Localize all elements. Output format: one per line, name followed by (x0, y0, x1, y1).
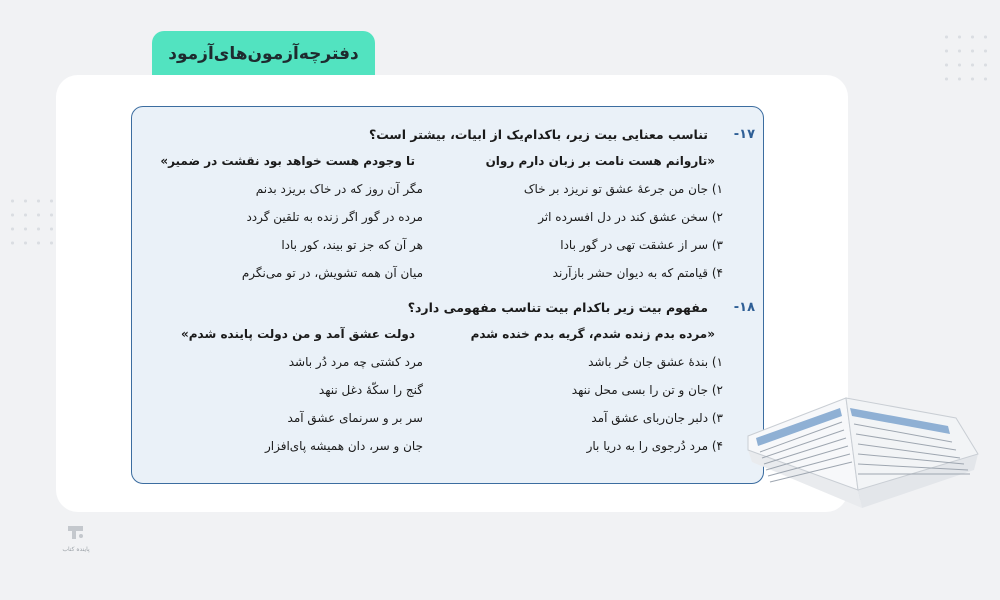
brand-logo-text: پاینده کتاب (62, 546, 90, 553)
q18-option-2-right[interactable]: ۲) جان و تن را بسی محل ننهد (571, 383, 723, 397)
open-book-illustration (742, 390, 982, 544)
q18-option-4-right[interactable]: ۴) مرد دُرجوی را به دریا بار (586, 439, 723, 453)
q17-option-1-right[interactable]: ۱) جان من جرعهٔ عشق تو نریزد بر خاک (523, 182, 723, 196)
tab-title: دفترچه‌آزمون‌های‌آزمود (168, 43, 359, 64)
questions-box (131, 106, 764, 484)
exam-booklet-tab (152, 31, 375, 76)
q17-option-3-right[interactable]: ۳) سر از عشقت تهی در گور بادا (560, 238, 723, 252)
question-18-text: مفهوم بیت زیر باکدام بیت تناسب مفهومی دارد؟ (407, 300, 708, 315)
q17-option-2-left: مرده در گور اگر زنده به تلقین گردد (246, 210, 423, 224)
question-17-number: -۱۷ (733, 127, 755, 142)
q17-option-3-left: هر آن که جز تو بیند، کور بادا (281, 238, 423, 252)
brand-logo-icon (65, 522, 87, 542)
question-18-verse-right: «مرده بدم زنده شدم، گریه بدم خنده شدم (470, 327, 715, 341)
question-18-number: -۱۸ (733, 300, 755, 315)
brand-logo (56, 522, 96, 553)
question-17-text: تناسب معنایی بیت زیر، باکدام‌یک از ابیات، بیشتر است؟ (368, 127, 708, 142)
q18-option-3-right[interactable]: ۳) دلبر جان‌ربای عشق آمد (591, 411, 723, 425)
q17-option-2-right[interactable]: ۲) سخن عشق کند در دل افسرده اثر (538, 210, 723, 224)
question-17-verse-right: «تاروانم هست نامت بر زبان دارم روان (485, 154, 715, 168)
q18-option-2-left: گنج را سکّهٔ دغل ننهد (318, 383, 423, 397)
q17-option-4-left: میان آن همه تشویش، در تو می‌نگرم (241, 266, 423, 280)
decorative-dots-right (940, 30, 992, 86)
q18-option-1-left: مرد کشتی چه مرد دُر باشد (288, 355, 423, 369)
q17-option-4-right[interactable]: ۴) قیامتم که به دیوان حشر بازآرند (552, 266, 723, 280)
q17-option-1-left: مگر آن روز که در خاک بریزد بدنم (255, 182, 423, 196)
question-18-verse-left: دولت عشق آمد و من دولت پاینده شدم» (181, 327, 415, 341)
q18-option-1-right[interactable]: ۱) بندهٔ عشق جان حُر باشد (588, 355, 723, 369)
q18-option-4-left: جان و سر، دان همیشه پای‌افزار (264, 439, 423, 453)
decorative-dots-left (6, 194, 58, 250)
q18-option-3-left: سر بر و سرنمای عشق آمد (287, 411, 423, 425)
question-17-verse-left: تا وجودم هست خواهد بود نقشت در ضمیر» (160, 154, 415, 168)
